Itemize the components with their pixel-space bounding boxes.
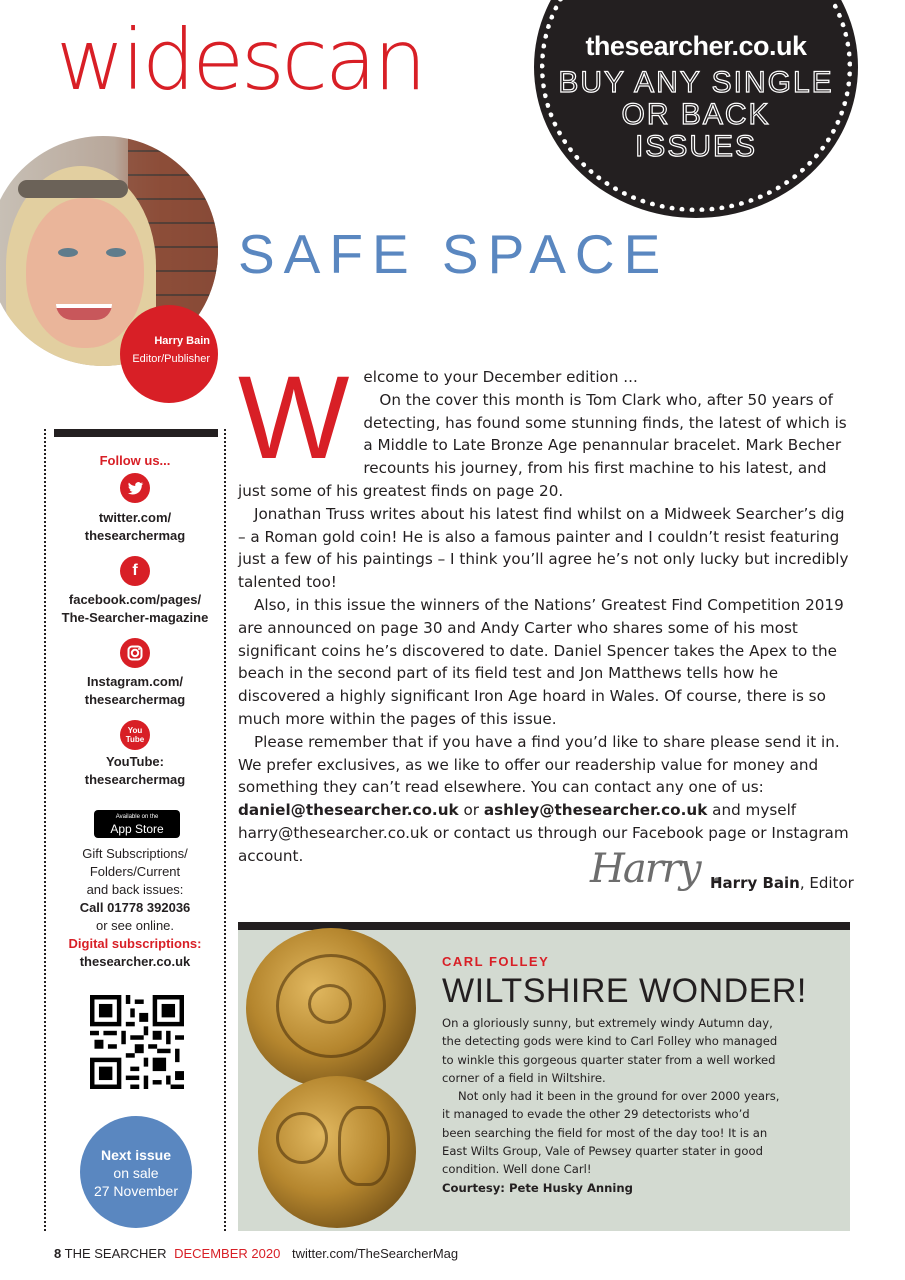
- feature-copy: [442, 1014, 782, 1197]
- youtube-link[interactable]: [46, 753, 224, 789]
- page-number: 8: [54, 1246, 62, 1261]
- editor-role: Editor/Publisher: [132, 353, 210, 365]
- editorial-paragraph: Jonathan Truss writes about his latest find whilst on a Midweek Searcher’s dig – a Roman gold coin! He is also a famous painter and I couldn’t resist featuring just a few of his paintings – I think you’ll agree he’s not only lucky but incredibly talented too!: [238, 504, 849, 592]
- qr-code[interactable]: [90, 995, 184, 1089]
- email-ashley-link[interactable]: ashley@thesearcher.co.uk: [483, 801, 708, 820]
- twitter-link-line: twitter.com/: [98, 510, 172, 525]
- gift-line: Gift Subscriptions/: [82, 846, 188, 861]
- next-issue-badge: [80, 1116, 192, 1228]
- promo-offer: [545, 67, 847, 163]
- facebook-link-line: facebook.com/pages/: [68, 592, 202, 607]
- gift-line: Folders/Current: [89, 864, 181, 879]
- promo-offer-line: BUY ANY SINGLE: [558, 66, 834, 99]
- instagram-link-line: thesearchermag: [84, 692, 186, 707]
- facebook-link-line: The-Searcher-magazine: [61, 610, 209, 625]
- buy-issues-promo[interactable]: [540, 0, 852, 212]
- editor-name: Harry Bain: [154, 335, 210, 347]
- editorial-text: or: [463, 801, 479, 820]
- portrait-sunglasses: [18, 180, 128, 198]
- footer-twitter-link[interactable]: twitter.com/TheSearcherMag: [291, 1246, 459, 1261]
- editor-badge: [120, 305, 218, 403]
- coin-image-obverse: [246, 928, 416, 1088]
- app-store-badge[interactable]: [94, 810, 180, 838]
- instagram-link[interactable]: [46, 673, 224, 709]
- editor-signature: Harry .: [590, 846, 721, 892]
- promo-offer-line: ISSUES: [634, 130, 758, 163]
- feature-kicker: CARL FOLLEY: [442, 954, 550, 969]
- editorial-text: On the cover this month is Tom Clark who, after 50 years of detecting, has found some stunning finds, the latest of which is a Middle to Late Bronze Age penannular bracelet. Mark Becher recounts his journey, from his first machine to his latest, and just some of his greatest finds on page 20.: [238, 390, 847, 500]
- sidebar-top-bar: [54, 429, 218, 437]
- signed-role: , Editor: [799, 874, 854, 892]
- app-store-small-text: Available on the: [115, 814, 159, 820]
- follow-sidebar: [44, 429, 226, 1231]
- editorial-paragraph: Also, in this issue the winners of the Nations’ Greatest Find Competition 2019 are announced on page 30 and Andy Carter who shares some of his most significant coins he’s discovered to date. Daniel Spencer takes the Apex to the beach in the second part of its field test and Jon Matthews tells how he discovered a highly significant Iron Age hoard in Wales. Of course, there is so much more within the pages of this issue.: [238, 595, 844, 728]
- feature-box: [238, 922, 850, 1231]
- instagram-icon[interactable]: [120, 638, 150, 668]
- next-issue-date: 27 November: [93, 1183, 179, 1199]
- phone-number[interactable]: Call 01778 392036: [79, 900, 191, 915]
- coin-detail: [308, 984, 352, 1024]
- twitter-link-line: thesearchermag: [84, 528, 186, 543]
- editorial-text: Please remember that if you have a find you’d like to share please send it in. We prefer exclusives, as we like to offer our readership value for money and something they can’t read elsewhere. You can contact any one of us:: [238, 732, 840, 797]
- see-online: or see online.: [95, 918, 175, 933]
- feature-paragraph: Not only had it been in the ground for over 2000 years, it managed to evade the other 29 detectorists who’d been searching the field for most of the day too! It is an East Wilts Group, Vale of Pewsey quarter stater in good condition. Well done Carl!: [442, 1089, 780, 1177]
- feature-paragraph: On a gloriously sunny, but extremely windy Autumn day, the detecting gods were kind to Carl Folley who managed to winkle this gorgeous quarter stater from a well worked corner of a field in Wiltshire.: [442, 1016, 778, 1085]
- coin-image-reverse: [258, 1076, 416, 1228]
- editorial-text: and myself harry@thesearcher.co.uk or contact us through our Facebook page or Instagram account.: [238, 801, 849, 865]
- promo-site: thesearcher.co.uk: [585, 31, 807, 61]
- instagram-link-line: Instagram.com/: [86, 674, 184, 689]
- gift-line: and back issues:: [86, 882, 184, 897]
- facebook-link[interactable]: [46, 591, 224, 627]
- drop-cap: W: [238, 352, 350, 484]
- follow-label: Follow us...: [99, 453, 171, 468]
- email-daniel-link[interactable]: daniel@thesearcher.co.uk: [238, 801, 459, 820]
- twitter-icon[interactable]: [120, 473, 150, 503]
- next-issue-onsale: on sale: [113, 1165, 159, 1181]
- footer-month: DECEMBER 2020: [174, 1246, 281, 1261]
- youtube-link-line: YouTube:: [105, 754, 164, 769]
- youtube-link-line: thesearchermag: [84, 772, 186, 787]
- signed-name: Harry Bain: [710, 874, 800, 892]
- digital-subscriptions-link[interactable]: thesearcher.co.uk: [79, 954, 191, 969]
- footer-magazine: THE SEARCHER: [64, 1246, 167, 1261]
- page-title: SAFE SPACE: [238, 223, 670, 285]
- feature-courtesy: Courtesy: Pete Husky Anning: [442, 1180, 633, 1195]
- signed-by: [710, 874, 854, 892]
- coin-detail: [338, 1106, 390, 1186]
- youtube-icon[interactable]: You Tube: [120, 720, 150, 750]
- editorial-body: [238, 352, 852, 868]
- page-footer: [54, 1246, 458, 1261]
- digital-subscriptions-label: Digital subscriptions:: [68, 936, 202, 951]
- masthead-title: widescan: [56, 11, 424, 109]
- coin-detail: [276, 1112, 328, 1164]
- feature-title: WILTSHIRE WONDER!: [442, 972, 807, 1010]
- twitter-link[interactable]: [46, 509, 224, 545]
- portrait-eye: [58, 248, 78, 257]
- promo-offer-line: OR BACK: [621, 98, 771, 131]
- subscription-info: [46, 845, 224, 971]
- portrait-eye: [106, 248, 126, 257]
- facebook-icon[interactable]: f: [120, 556, 150, 586]
- portrait-face: [26, 198, 144, 348]
- portrait-mouth: [56, 304, 112, 320]
- app-store-big-text: App Store: [110, 822, 164, 836]
- editorial-intro: elcome to your December edition ...: [363, 368, 638, 386]
- next-issue-title: Next issue: [100, 1147, 172, 1163]
- editorial-paragraph: [238, 731, 852, 868]
